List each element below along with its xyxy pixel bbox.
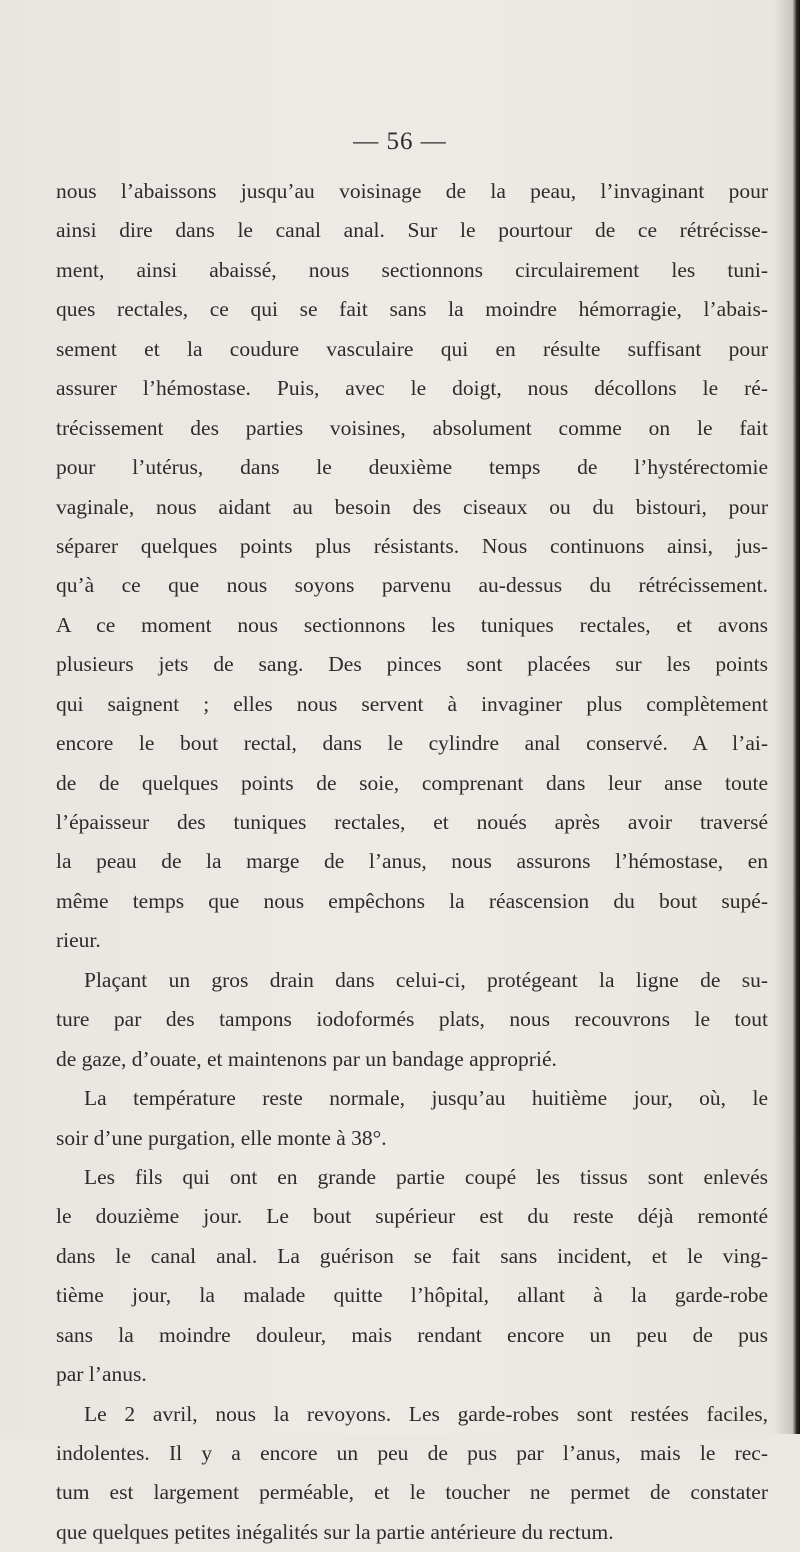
text-line: ture par des tampons iodoformés plats, nous recouvrons le tout bbox=[56, 1007, 768, 1032]
text-line: Les fils qui ont en grande partie coupé les tissus sont enlevés bbox=[84, 1164, 768, 1189]
text-line: dans le canal anal. La guérison se fait sans incident, et le ving- bbox=[56, 1243, 768, 1268]
text-line: que quelques petites inégalités sur la partie antérieure du rectum. bbox=[56, 1519, 614, 1544]
text-line: assurer l’hémostase. Puis, avec le doigt, nous décollons le ré- bbox=[56, 376, 768, 401]
text-line: de gaze, d’ouate, et maintenons par un bandage approprié. bbox=[56, 1046, 557, 1071]
text-line: sans la moindre douleur, mais rendant encore un peu de pus bbox=[56, 1322, 768, 1347]
text-line: de de quelques points de soie, comprenant dans leur anse toute bbox=[56, 770, 768, 795]
text-line: sement et la coudure vasculaire qui en résulte suffisant pour bbox=[56, 336, 768, 361]
text-line: soir d’une purgation, elle monte à 38°. bbox=[56, 1125, 387, 1150]
text-line: encore le bout rectal, dans le cylindre anal conservé. A l’ai- bbox=[56, 731, 768, 756]
text-line: plusieurs jets de sang. Des pinces sont placées sur les points bbox=[56, 652, 768, 677]
text-line: la peau de la marge de l’anus, nous assurons l’hémostase, en bbox=[56, 849, 768, 874]
text-line: ment, ainsi abaissé, nous sectionnons circulairement les tuni- bbox=[56, 257, 768, 282]
text-line: ainsi dire dans le canal anal. Sur le pourtour de ce rétrécisse- bbox=[56, 218, 768, 243]
page-edge bbox=[792, 0, 800, 1434]
text-line: par l’anus. bbox=[56, 1362, 147, 1387]
text-line: A ce moment nous sectionnons les tuniques rectales, et avons bbox=[56, 612, 768, 637]
text-line: indolentes. Il y a encore un peu de pus par l’anus, mais le rec- bbox=[56, 1441, 768, 1465]
body-text bbox=[56, 172, 768, 1552]
text-line: pour l’utérus, dans le deuxième temps de l’hystérectomie bbox=[56, 455, 768, 480]
text-line: nous l’abaissons jusqu’au voisinage de la peau, l’invaginant pour bbox=[56, 179, 768, 203]
text-line: vaginale, nous aidant au besoin des ciseaux ou du bistouri, pour bbox=[56, 494, 768, 519]
text-line: même temps que nous empêchons la réascension du bout supé- bbox=[56, 888, 768, 913]
page-edge-shadow bbox=[774, 0, 792, 1434]
text-line: séparer quelques points plus résistants. Nous continuons ainsi, jus- bbox=[56, 533, 768, 558]
text-line: La température reste normale, jusqu’au huitième jour, où, le bbox=[84, 1086, 768, 1111]
text-line: trécissement des parties voisines, absolument comme on le fait bbox=[56, 415, 768, 440]
text-line: tième jour, la malade quitte l’hôpital, allant à la garde-robe bbox=[56, 1283, 768, 1308]
text-line: tum est largement perméable, et le toucher ne permet de constater bbox=[56, 1480, 768, 1505]
text-line: l’épaisseur des tuniques rectales, et noués après avoir traversé bbox=[56, 810, 768, 834]
text-line: qu’à ce que nous soyons parvenu au-dessus du rétrécissement. bbox=[56, 573, 768, 598]
text-line: qui saignent ; elles nous servent à invaginer plus complètement bbox=[56, 691, 768, 716]
text-line: Plaçant un gros drain dans celui-ci, protégeant la ligne de su- bbox=[84, 967, 768, 992]
text-line: ques rectales, ce qui se fait sans la moindre hémorragie, l’abais- bbox=[56, 297, 768, 322]
text-line: le douzième jour. Le bout supérieur est du reste déjà remonté bbox=[56, 1204, 768, 1229]
text-line: rieur. bbox=[56, 928, 101, 953]
page-number: — 56 — bbox=[353, 128, 447, 155]
text-line: Le 2 avril, nous la revoyons. Les garde-robes sont restées faciles, bbox=[84, 1401, 768, 1426]
